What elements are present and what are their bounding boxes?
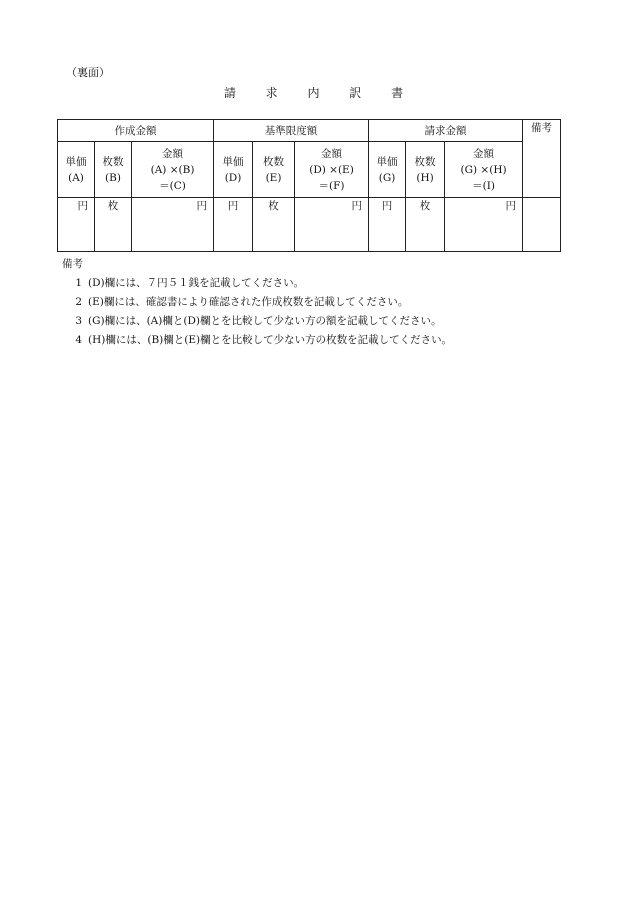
note-item [62, 274, 452, 293]
group-header-created-amount: 作成金額 [58, 120, 214, 142]
group-header-standard-limit: 基準限度額 [214, 120, 369, 142]
col-code: (B) [105, 171, 121, 184]
note-number: 4 [75, 334, 82, 346]
col-unit-price-g [369, 142, 406, 198]
col-result: ＝(I) [472, 179, 495, 192]
notes-section [62, 255, 452, 350]
note-item [62, 312, 452, 331]
document-title [0, 84, 630, 101]
col-label: 単価 [65, 155, 87, 168]
note-text: (E)欄には、確認書により確認された作成枚数を記載してください。 [88, 296, 409, 308]
note-text: (H)欄には、(B)欄と(E)欄とを比較して少ない方の枚数を記載してください。 [88, 334, 453, 346]
group-header-claim-amount: 請求金額 [369, 120, 523, 142]
column-header-row [58, 142, 561, 198]
cell-remarks[interactable] [523, 198, 561, 252]
cell-amount-f[interactable]: 円 [295, 198, 369, 252]
col-count-h [406, 142, 445, 198]
col-count-b [95, 142, 132, 198]
col-code: (D) [224, 171, 242, 184]
col-formula: (A) ×(B) [150, 163, 195, 176]
col-code: (A) [68, 171, 84, 184]
col-amount-c [132, 142, 214, 198]
col-label: 金額 [321, 147, 343, 160]
col-code: (G) [378, 171, 396, 184]
note-item [62, 331, 452, 350]
cell-amount-c[interactable]: 円 [132, 198, 214, 252]
cell-count-e[interactable]: 枚 [253, 198, 295, 252]
value-entry-row [58, 198, 561, 252]
col-count-e [253, 142, 295, 198]
cell-unit-price-d[interactable]: 円 [214, 198, 253, 252]
breakdown-table [57, 119, 561, 252]
page-side-label: （裏面） [66, 66, 110, 79]
note-text: (G)欄には、(A)欄と(D)欄とを比較して少ない方の額を記載してください。 [88, 315, 442, 327]
col-code: (H) [416, 171, 434, 184]
cell-count-h[interactable]: 枚 [406, 198, 445, 252]
col-code: (E) [265, 171, 282, 184]
note-item [62, 293, 452, 312]
col-label: 金額 [162, 147, 183, 160]
notes-title: 備考 [62, 258, 83, 270]
document-title-text: 請 求 内 訳 書 [223, 86, 417, 100]
col-label: 枚数 [263, 155, 285, 168]
group-header-row [58, 120, 561, 142]
cell-amount-i[interactable]: 円 [445, 198, 523, 252]
col-label: 枚数 [102, 155, 124, 168]
col-amount-f [295, 142, 369, 198]
col-label: 単価 [222, 155, 244, 168]
note-number: 3 [75, 315, 82, 327]
cell-count-b[interactable]: 枚 [95, 198, 132, 252]
note-text: (D)欄には、７円５１銭を記載してください。 [88, 277, 305, 289]
col-unit-price-d [214, 142, 253, 198]
note-number: 2 [75, 296, 82, 308]
col-label: 単価 [376, 155, 398, 168]
note-number: 1 [75, 277, 82, 289]
col-result: ＝(F) [318, 179, 345, 192]
col-formula: (G) ×(H) [460, 163, 507, 176]
col-label: 金額 [473, 147, 495, 160]
col-amount-i [445, 142, 523, 198]
col-result: ＝(C) [159, 179, 186, 192]
col-label: 枚数 [414, 155, 436, 168]
col-formula: (D) ×(E) [309, 163, 354, 176]
cell-unit-price-a[interactable]: 円 [58, 198, 95, 252]
cell-unit-price-g[interactable]: 円 [369, 198, 406, 252]
remarks-header: 備考 [523, 120, 561, 198]
col-unit-price-a [58, 142, 95, 198]
